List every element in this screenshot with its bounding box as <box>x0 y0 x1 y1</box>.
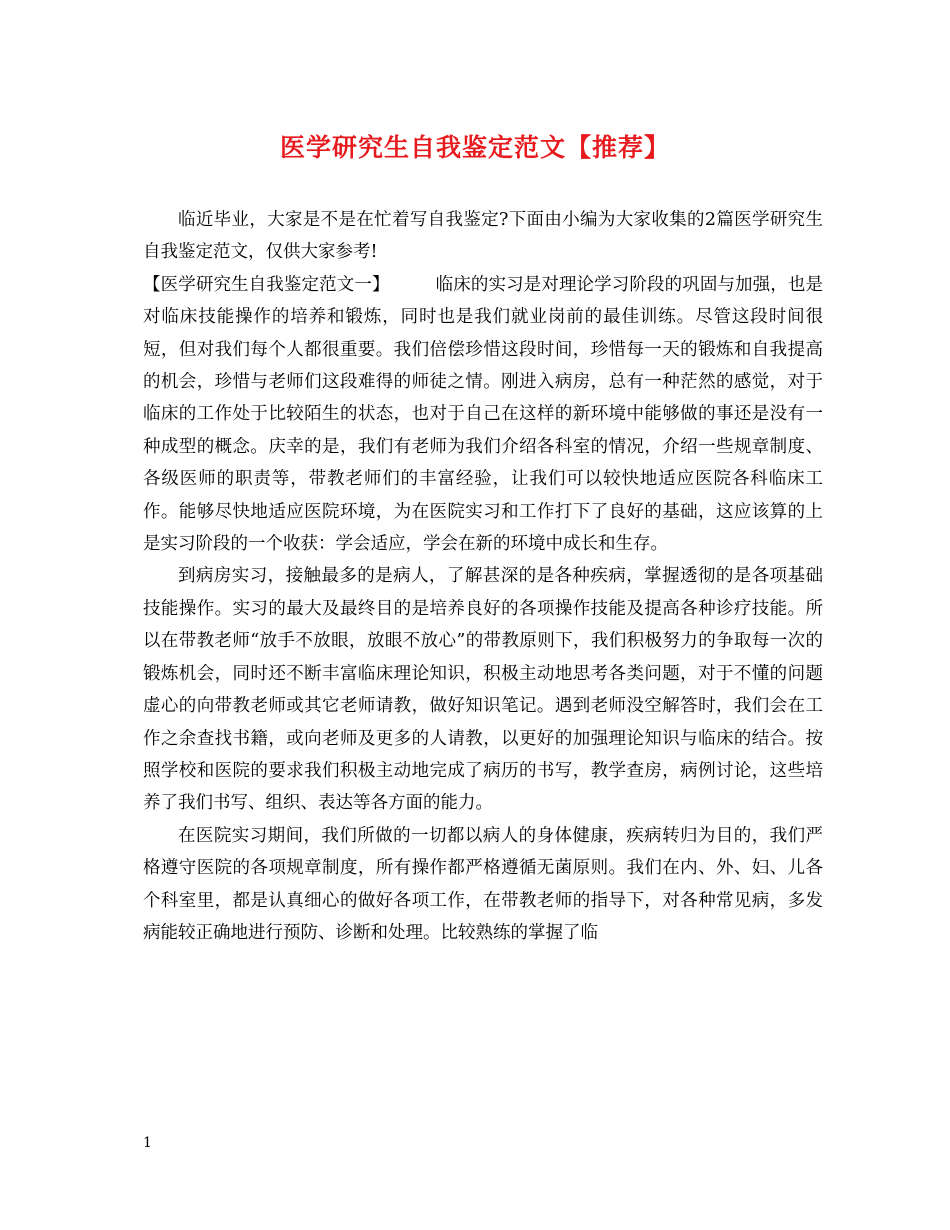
section-heading: 【医学研究生自我鉴定范文一】 <box>143 274 390 295</box>
intro-paragraph: 临近毕业，大家是不是在忙着写自我鉴定?下面由小编为大家收集的2篇医学研究生自我鉴定范文，仅供大家参考! <box>143 210 823 263</box>
document-title: 医学研究生自我鉴定范文【推荐】 <box>279 133 670 162</box>
document-body <box>143 204 823 949</box>
paragraph-3: 在医院实习期间，我们所做的一切都以病人的身体健康，疾病转归为目的，我们严格遵守医院的各项规章制度，所有操作都严格遵循无菌原则。我们在内、外、妇、儿各个科室里，都是认真细心的做好各项工作，在带教老师的指导下，对各种常见病，多发病能较正确地进行预防、诊断和处理。比较熟练的掌握了临 <box>143 825 823 943</box>
paragraph-1: 临床的实习是对理论学习阶段的巩固与加强，也是对临床技能操作的培养和锻炼，同时也是我们就业岗前的最佳训练。尽管这段时间很短，但对我们每个人都很重要。我们倍偿珍惜这段时间，珍惜每一天的锻炼和自我提高的机会，珍惜与老师们这段难得的师徒之情。刚进入病房，总有一种茫然的感觉，对于临床的工作处于比较陌生的状态，也对于自己在这样的新环境中能够做的事还是没有一种成型的概念。庆幸的是，我们有老师为我们介绍各科室的情况，介绍一些规章制度、各级医师的职责等，带教老师们的丰富经验，让我们可以较快地适应医院各科临床工作。能够尽快地适应医院环境，为在医院实习和工作打下了良好的基础，这应该算的上是实习阶段的一个收获：学会适应，学会在新的环境中成长和生存。 <box>143 274 824 555</box>
first-section-paragraph <box>143 269 823 561</box>
paragraph-2: 到病房实习，接触最多的是病人，了解甚深的是各种疾病，掌握透彻的是各项基础技能操作。实习的最大及最终目的是培养良好的各项操作技能及提高各种诊疗技能。所以在带教老师“放手不放眼，放眼不放心”的带教原则下，我们积极努力的争取每一次的锻炼机会，同时还不断丰富临床理论知识，积极主动地思考各类问题，对于不懂的问题虚心的向带教老师或其它老师请教，做好知识笔记。遇到老师没空解答时，我们会在工作之余查找书籍，或向老师及更多的人请教，以更好的加强理论知识与临床的结合。按照学校和医院的要求我们积极主动地完成了病历的书写，教学查房，病例讨论，这些培养了我们书写、组织、表达等各方面的能力。 <box>143 566 823 814</box>
page-number: 1 <box>143 1135 152 1151</box>
